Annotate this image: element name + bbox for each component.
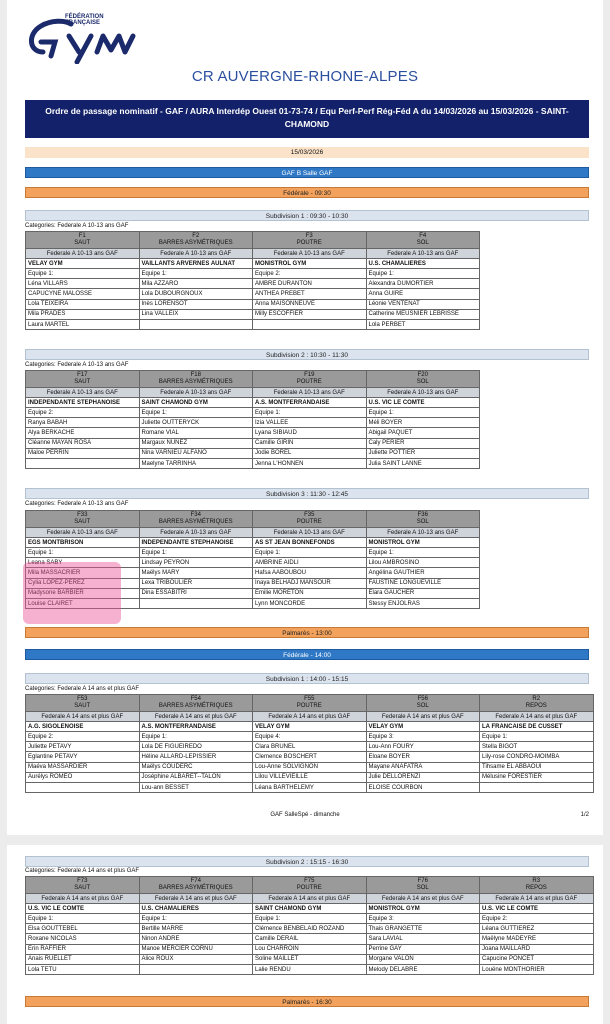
gymnast-name: Lyana SIBIAUD [253, 428, 367, 438]
rotation-table [25, 370, 480, 469]
gymnast-name: ELOISE COURBON [366, 782, 480, 792]
category-label: Categories: Federale A 10-13 ans GAF [25, 223, 129, 229]
team-name: U.S. CHAMALIERES [139, 904, 253, 914]
apparatus-name: SAUT [74, 703, 91, 709]
team-group: Equipe 2: [26, 408, 140, 418]
rotation-code: R3 [532, 877, 541, 884]
gymnast-name: Thais GRANGETTE [366, 924, 480, 934]
level-cell: Federale A 14 ans et plus GAF [253, 894, 367, 904]
apparatus-header [366, 511, 480, 528]
team-group: Equipe 3: [366, 914, 480, 924]
gymnast-name: Léana BARTHELEMY [253, 782, 367, 792]
category-label: Categories: Federale A 14 ans et plus GAF [25, 868, 140, 874]
subdivision-bar: Subdivision 3 : 11:30 - 12:45 [25, 488, 589, 499]
page-number: 1/2 [580, 812, 589, 818]
level-cell: Federale A 14 ans et plus GAF [253, 712, 367, 722]
apparatus-name: BARRES ASYMÉTRIQUES [158, 240, 233, 246]
palmares-bar: Palmarès - 16:30 [25, 996, 589, 1007]
apparatus-name: BARRES ASYMÉTRIQUES [158, 703, 233, 709]
subdivision-bar: Subdivision 1 : 09:30 - 10:30 [25, 210, 589, 221]
gymnast-name: Mila PRADES [26, 309, 140, 319]
level-cell: Federale A 10-13 ans GAF [26, 528, 140, 538]
team-group: Equipe 1: [253, 408, 367, 418]
session-bar: Fédérale - 14:00 [25, 649, 589, 660]
level-cell: Federale A 10-13 ans GAF [366, 249, 480, 259]
gymnast-name: Stella BIGOT [480, 742, 594, 752]
gymnast-name: Héline ALLARD-LEPISSIER [139, 752, 253, 762]
gymnast-name: Lily-rose CONDRO-MOIMBA [480, 752, 594, 762]
team-group: Equipe 3: [366, 732, 480, 742]
team-name: U.S. VIC LE COMTE [366, 398, 480, 408]
gymnast-name: Izia VALLEE [253, 418, 367, 428]
gymnast-name: Eglantine PETAVY [26, 752, 140, 762]
gymnast-name: Ranya BABAH [26, 418, 140, 428]
gymnast-name: Lilou VILLEVIEILLE [253, 772, 367, 782]
gymnast-name: Clara BRUNEL [253, 742, 367, 752]
gymnast-name: Lola TEIXEIRA [26, 299, 140, 309]
subdivision-bar: Subdivision 2 : 10:30 - 11:30 [25, 349, 589, 360]
gymnast-name: Maelyne TARRINHA [139, 458, 253, 468]
apparatus-name: POUTRE [296, 240, 322, 246]
apparatus-name: SAUT [74, 519, 91, 525]
gymnast-name: Erin RAFFIER [26, 944, 140, 954]
gymnast-name: Sara LAVIAL [366, 934, 480, 944]
page-title: CR AUVERGNE-RHONE-ALPES [191, 68, 419, 85]
gymnast-name: Mila AZZARO [139, 279, 253, 289]
level-cell: Federale A 14 ans et plus GAF [480, 894, 594, 904]
gymnast-name: Joséphine ALBARET--TALON [139, 772, 253, 782]
level-cell: Federale A 14 ans et plus GAF [26, 712, 140, 722]
subdivision-bar: Subdivision 2 : 15:15 - 16:30 [25, 856, 589, 867]
rotation-code: F17 [77, 371, 88, 378]
gymnast-name: Bertille MARRE [139, 924, 253, 934]
team-group: Equipe 1: [26, 269, 140, 279]
level-cell: Federale A 10-13 ans GAF [139, 528, 253, 538]
team-name: A.S. MONTFERRANDAISE [139, 722, 253, 732]
apparatus-name: SAUT [74, 240, 91, 246]
gymnast-name: Jenna L'HONNEN [253, 458, 367, 468]
level-cell: Federale A 10-13 ans GAF [26, 388, 140, 398]
gymnast-name: Lalie RENDU [253, 964, 367, 974]
apparatus-header [26, 877, 140, 894]
gymnast-name: Inaya BELHADJ MANSOUR [253, 578, 367, 588]
apparatus-name: POUTRE [296, 519, 322, 525]
team-group: Equipe 1: [366, 269, 480, 279]
team-name: VELAY GYM [366, 722, 480, 732]
gymnast-name: Clemence BOSCHERT [253, 752, 367, 762]
gymnast-name: Lou-ann BESSET [139, 782, 253, 792]
gymnast-name: Ninon ANDRE [139, 934, 253, 944]
gymnast-name: Lola DE FIGUEIREDO [139, 742, 253, 752]
level-cell: Federale A 10-13 ans GAF [139, 388, 253, 398]
team-name: SAINT CHAMOND GYM [253, 904, 367, 914]
apparatus-name: SAUT [74, 885, 91, 891]
team-name: VELAY GYM [26, 259, 140, 269]
apparatus-header [139, 371, 253, 388]
team-group: Equipe 1: [480, 732, 594, 742]
apparatus-header [139, 877, 253, 894]
gymnast-name: Alya BERKACHE [26, 428, 140, 438]
team-name: MONISTROL GYM [253, 259, 367, 269]
gymnast-name: Tihsame EL ABBAOUI [480, 762, 594, 772]
gymnast-name: Méli BOYER [366, 418, 480, 428]
apparatus-header [480, 877, 594, 894]
apparatus-header [26, 695, 140, 712]
level-cell: Federale A 10-13 ans GAF [253, 528, 367, 538]
level-cell: Federale A 10-13 ans GAF [253, 249, 367, 259]
apparatus-header [480, 695, 594, 712]
gymnast-name: Lou CHARROIN [253, 944, 367, 954]
rotation-table [25, 231, 480, 330]
rotation-code: F36 [417, 511, 428, 518]
apparatus-header [139, 511, 253, 528]
gymnast-name [139, 598, 253, 608]
gymnast-name [26, 782, 140, 792]
gymnast-name: Elsa GOUTTEBEL [26, 924, 140, 934]
rotation-code: F18 [190, 371, 201, 378]
team-group: Equipe 1: [366, 548, 480, 558]
apparatus-header [26, 511, 140, 528]
gymnast-name: Morgane VALON [366, 954, 480, 964]
gymnast-name: FAUSTINE LONGUEVILLE [366, 578, 480, 588]
gymnast-name: Louise CLAIRET [26, 598, 140, 608]
gymnast-name: Roxane NICOLAS [26, 934, 140, 944]
gymnast-name: Alice ROUX [139, 954, 253, 964]
gymnast-name: Hafsa AABOUBOU [253, 568, 367, 578]
team-name: SAINT CHAMOND GYM [139, 398, 253, 408]
gymnast-name: Maëlys MARY [139, 568, 253, 578]
gymnast-name: Léana GUTTIEREZ [480, 924, 594, 934]
apparatus-header [139, 232, 253, 249]
gymnast-name: Caly PERIER [366, 438, 480, 448]
team-group: Equipe 1: [253, 548, 367, 558]
gymnast-name: AMBRINE AIDLI [253, 558, 367, 568]
team-name: LA FRANCAISE DE CUSSET [480, 722, 594, 732]
gymnast-name: Margaux NUNEZ [139, 438, 253, 448]
rotation-code: F3 [305, 232, 313, 239]
rotation-table [25, 876, 594, 975]
team-name: INDEPENDANTE STEPHANOISE [139, 538, 253, 548]
apparatus-name: SOL [416, 885, 429, 891]
gymnast-name: Lou-Ann FOURY [366, 742, 480, 752]
rotation-code: F2 [192, 232, 200, 239]
team-group: Equipe 2: [253, 269, 367, 279]
team-group: Equipe 1: [139, 914, 253, 924]
team-group: Equipe 1: [26, 548, 140, 558]
gymnast-name: Elara GAUCHER [366, 588, 480, 598]
apparatus-name: POUTRE [296, 885, 322, 891]
apparatus-header [253, 695, 367, 712]
gymnast-name [253, 319, 367, 329]
rotation-code: F56 [417, 695, 428, 702]
category-label: Categories: Federale A 10-13 ans GAF [25, 501, 129, 507]
gymnast-name: Juliette OUTTERYCK [139, 418, 253, 428]
logo-subtitle: FÉDÉRATION FRANÇAISE [65, 14, 104, 26]
gymnast-name: Cléanne MAYAN ROSA [26, 438, 140, 448]
rotation-code: R2 [532, 695, 541, 702]
gymnast-name: Soline MAILLET [253, 954, 367, 964]
gymnast-name: Clémence BENBELAID ROZAND [253, 924, 367, 934]
team-group: Equipe 1: [366, 408, 480, 418]
level-cell: Federale A 14 ans et plus GAF [139, 894, 253, 904]
team-name: VELAY GYM [253, 722, 367, 732]
rotation-code: F73 [77, 877, 88, 884]
team-name: A.G. SIGOLENOISE [26, 722, 140, 732]
gymnast-name: AMBRE DURANTON [253, 279, 367, 289]
team-group: Equipe 1: [139, 269, 253, 279]
apparatus-header [139, 695, 253, 712]
apparatus-header [366, 877, 480, 894]
level-cell: Federale A 14 ans et plus GAF [26, 894, 140, 904]
salle-bar: GAF B Salle GAF [25, 167, 589, 178]
team-name: MONISTROL GYM [366, 904, 480, 914]
level-cell: Federale A 14 ans et plus GAF [480, 712, 594, 722]
team-group: Equipe 2: [26, 732, 140, 742]
gymnast-name: Anna GUIRE [366, 289, 480, 299]
gymnast-name: Aurélys ROMEO [26, 772, 140, 782]
gymnast-name: Eloane BOYER [366, 752, 480, 762]
rotation-code: F19 [304, 371, 315, 378]
level-cell: Federale A 14 ans et plus GAF [366, 894, 480, 904]
gymnast-name: Anais RUELLET [26, 954, 140, 964]
gymnast-name: Emilie MORETON [253, 588, 367, 598]
apparatus-header [253, 877, 367, 894]
team-name: U.S. VIC LE COMTE [26, 904, 140, 914]
document-page-1 [7, 0, 603, 835]
gymnast-name [139, 964, 253, 974]
team-name: U.S. VIC LE COMTE [480, 904, 594, 914]
gymnast-name: Mélusine FORESTIER [480, 772, 594, 782]
gymnast-name: Leana SABY [26, 558, 140, 568]
gymnast-name: Camille DERAIL [253, 934, 367, 944]
rotation-code: F75 [304, 877, 315, 884]
team-name: EGS MONTBRISON [26, 538, 140, 548]
gymnast-name: Maéva MASSARDIER [26, 762, 140, 772]
gymnast-name: Lynn MONCORDE [253, 598, 367, 608]
gymnast-name: Mila MASSACRIER [26, 568, 140, 578]
footer-label: GAF SalleSpé - dimanche [270, 812, 340, 818]
gymnast-name: Maëlyne MADEYRE [480, 934, 594, 944]
team-group: Equipe 1: [253, 914, 367, 924]
gymnast-name: Lina VALLEIX [139, 309, 253, 319]
gymnast-name: Laura MARTEL [26, 319, 140, 329]
apparatus-header [253, 511, 367, 528]
gymnast-name: CAPUCYNE MALOSSE [26, 289, 140, 299]
rotation-code: F35 [304, 511, 315, 518]
gymnast-name: Lilou AMBROSINO [366, 558, 480, 568]
apparatus-header [26, 371, 140, 388]
level-cell: Federale A 10-13 ans GAF [139, 249, 253, 259]
rotation-code: F4 [419, 232, 427, 239]
gymnast-name [480, 782, 594, 792]
gymnast-name: Stessy ENJOLRAS [366, 598, 480, 608]
gymnast-name: Mayane ANAFATRA [366, 762, 480, 772]
rotation-code: F34 [190, 511, 201, 518]
apparatus-name: REPOS [525, 703, 547, 709]
apparatus-header [366, 371, 480, 388]
apparatus-name: SAUT [74, 379, 91, 385]
apparatus-header [253, 232, 367, 249]
gymnast-name: Maloe PERRIN [26, 448, 140, 458]
team-name: VAILLANTS ARVERNES AULNAT [139, 259, 253, 269]
gymnast-name: Manoe MERCIER CORNU [139, 944, 253, 954]
subdivision-bar: Subdivision 1 : 14:00 - 15:15 [25, 673, 589, 684]
gymnast-name: Milly ESCOFFIER [253, 309, 367, 319]
team-group: Equipe 1: [139, 548, 253, 558]
rotation-code: F1 [78, 232, 86, 239]
apparatus-header [253, 371, 367, 388]
gymnast-name: Joana MAILLARD [480, 944, 594, 954]
team-name: INDEPENDANTE STEPHANOISE [26, 398, 140, 408]
gymnast-name: Lindsay PEYRON [139, 558, 253, 568]
team-group: Equipe 2: [480, 914, 594, 924]
gymnast-name: Abigail PAQUET [366, 428, 480, 438]
team-name: U.S. CHAMALIERES [366, 259, 480, 269]
gymnast-name: Lou-Anne SOLVIGNON [253, 762, 367, 772]
level-cell: Federale A 10-13 ans GAF [253, 388, 367, 398]
gymnast-name: Julie DELLORENZI [366, 772, 480, 782]
rotation-code: F74 [190, 877, 201, 884]
gymnast-name: Dina ESSABITRI [139, 588, 253, 598]
gymnast-name: Catherine MEUSNIER LEBRISSE [366, 309, 480, 319]
level-cell: Federale A 14 ans et plus GAF [366, 712, 480, 722]
gymnast-name: Juliette POTTIER [366, 448, 480, 458]
rotation-code: F54 [190, 695, 201, 702]
apparatus-header [26, 232, 140, 249]
gymnast-name: Lexa TRIBOULIER [139, 578, 253, 588]
gymnast-name: Angélina GAUTHIER [366, 568, 480, 578]
apparatus-name: POUTRE [296, 703, 322, 709]
rotation-code: F55 [304, 695, 315, 702]
category-label: Categories: Federale A 10-13 ans GAF [25, 362, 129, 368]
gymnast-name: Cylia LOPEZ-PEREZ [26, 578, 140, 588]
team-group: Equipe 4: [253, 732, 367, 742]
gymnast-name: Lola PERBET [366, 319, 480, 329]
gymnast-name [139, 319, 253, 329]
gymnast-name: Louëne MONTHORIER [480, 964, 594, 974]
team-group: Equipe 1: [26, 914, 140, 924]
team-name: AS ST JEAN BONNEFONDS [253, 538, 367, 548]
gymnast-name: Léonie VENTENAT [366, 299, 480, 309]
apparatus-name: REPOS [525, 885, 547, 891]
level-cell: Federale A 10-13 ans GAF [366, 388, 480, 398]
apparatus-header [366, 695, 480, 712]
gymnast-name: Melody DELABRE [366, 964, 480, 974]
rotation-code: F53 [77, 695, 88, 702]
gymnast-name: Perrine GAY [366, 944, 480, 954]
gymnast-name: Anna MAISONNEUVE [253, 299, 367, 309]
gymnast-name: Nina VARNIEU ALFANO [139, 448, 253, 458]
team-group: Equipe 1: [139, 408, 253, 418]
gymnast-name: ANTHEA PREBET [253, 289, 367, 299]
gymnast-name: Madysone BARBIER [26, 588, 140, 598]
gymnast-name: Juliette PETAVY [26, 742, 140, 752]
apparatus-header [366, 232, 480, 249]
apparatus-name: POUTRE [296, 379, 322, 385]
apparatus-name: BARRES ASYMÉTRIQUES [158, 379, 233, 385]
date-bar: 15/03/2026 [25, 147, 589, 158]
rotation-code: F20 [417, 371, 428, 378]
apparatus-name: BARRES ASYMÉTRIQUES [158, 885, 233, 891]
gymnast-name: Romane VIAL [139, 428, 253, 438]
gymnast-name: Capucine PONCET [480, 954, 594, 964]
gymnast-name [26, 458, 140, 468]
team-group: Equipe 1: [139, 732, 253, 742]
gymnast-name: Inès LORENSOT [139, 299, 253, 309]
gymnast-name: Julia SAINT LANNE [366, 458, 480, 468]
rotation-table [25, 694, 594, 793]
team-name: MONISTROL GYM [366, 538, 480, 548]
competition-header: Ordre de passage nominatif - GAF / AURA Interdép Ouest 01-73-74 / Equ Perf-Perf Rég-Féd A du 14/03/2026 au 15/03/2026 - SAINT-CHAMOND [25, 100, 589, 138]
document-page-2 [7, 845, 603, 1024]
apparatus-name: SOL [416, 240, 429, 246]
apparatus-name: SOL [416, 519, 429, 525]
gymnast-name: Alexandra DUMORTIER [366, 279, 480, 289]
apparatus-name: SOL [416, 379, 429, 385]
level-cell: Federale A 10-13 ans GAF [366, 528, 480, 538]
palmares-bar: Fédérale - 09:30 [25, 187, 589, 198]
gymnast-name: Lola DUBOURGNOUX [139, 289, 253, 299]
apparatus-name: SOL [416, 703, 429, 709]
apparatus-name: BARRES ASYMÉTRIQUES [158, 519, 233, 525]
rotation-code: F76 [417, 877, 428, 884]
rotation-code: F33 [77, 511, 88, 518]
gymnast-name: Lola TETU [26, 964, 140, 974]
gymnast-name: Jodie BOREL [253, 448, 367, 458]
level-cell: Federale A 10-13 ans GAF [26, 249, 140, 259]
gymnast-name: Maëlys COUDERC [139, 762, 253, 772]
gymnast-name: Léna VILLARS [26, 279, 140, 289]
gymnast-name: Camille GIRIN [253, 438, 367, 448]
level-cell: Federale A 14 ans et plus GAF [139, 712, 253, 722]
team-name: A.S. MONTFERRANDAISE [253, 398, 367, 408]
category-label: Categories: Federale A 14 ans et plus GAF [25, 686, 140, 692]
marker-highlight [23, 562, 121, 624]
palmares-bar: Palmarès - 13:00 [25, 627, 589, 638]
